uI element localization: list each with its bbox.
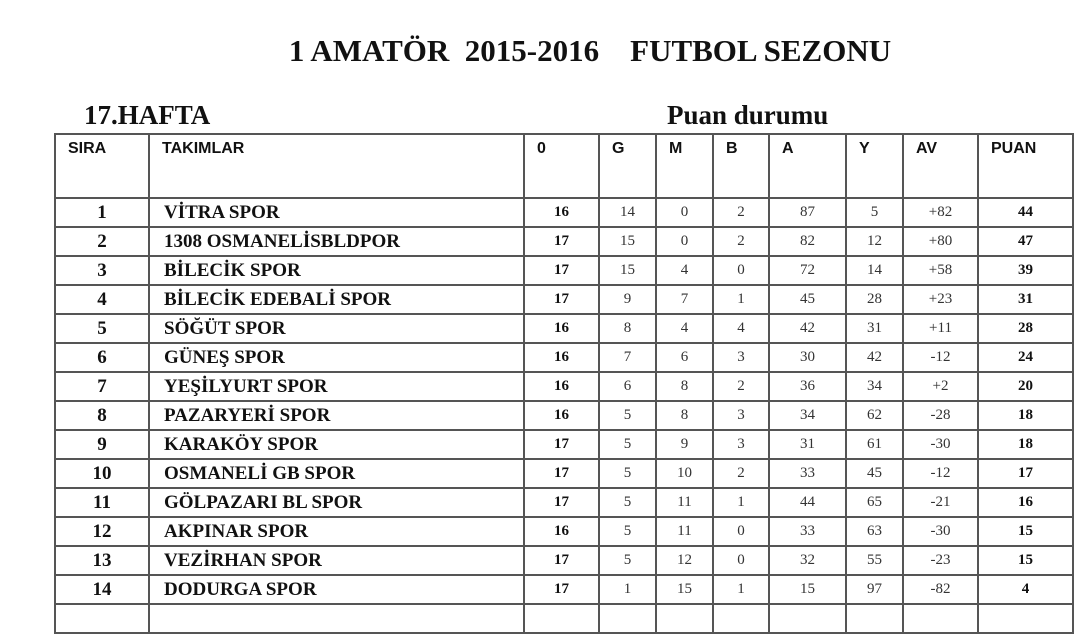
table-row	[55, 430, 1073, 459]
stat-cell: 5	[599, 459, 656, 488]
stat-cell: 15	[769, 575, 846, 604]
stat-cell: 0	[713, 256, 769, 285]
rank-cell: 2	[55, 227, 149, 256]
team-name: GÖLPAZARI BL SPOR	[149, 488, 524, 517]
stat-cell: 17	[524, 488, 599, 517]
stat-cell: 5	[599, 488, 656, 517]
column-header: B	[713, 134, 769, 198]
stat-cell: 17	[524, 546, 599, 575]
stat-cell: 5	[599, 430, 656, 459]
team-name: BİLECİK EDEBALİ SPOR	[149, 285, 524, 314]
stat-cell: 8	[656, 372, 713, 401]
stat-cell: 4	[978, 575, 1073, 604]
stat-cell: -30	[903, 430, 978, 459]
stat-cell: -12	[903, 459, 978, 488]
stat-cell: 15	[978, 546, 1073, 575]
table-row	[55, 198, 1073, 227]
stat-cell: 12	[656, 546, 713, 575]
stat-cell: 11	[656, 517, 713, 546]
rank-cell: 14	[55, 575, 149, 604]
stat-cell: 4	[713, 314, 769, 343]
rank-cell: 9	[55, 430, 149, 459]
stat-cell: 44	[769, 488, 846, 517]
table-row	[55, 372, 1073, 401]
stat-cell: 15	[599, 227, 656, 256]
stat-cell: 15	[656, 575, 713, 604]
rank-cell: 13	[55, 546, 149, 575]
column-header: 0	[524, 134, 599, 198]
stat-cell: 55	[846, 546, 903, 575]
table-row	[55, 488, 1073, 517]
stat-cell: 17	[524, 575, 599, 604]
stat-cell: 3	[713, 430, 769, 459]
stat-cell: 3	[713, 401, 769, 430]
stat-cell: 17	[524, 285, 599, 314]
stat-cell: -28	[903, 401, 978, 430]
stat-cell: 17	[524, 459, 599, 488]
stat-cell: +80	[903, 227, 978, 256]
stat-cell: 1	[713, 488, 769, 517]
stat-cell: 9	[599, 285, 656, 314]
stat-cell: 28	[846, 285, 903, 314]
rank-cell: 12	[55, 517, 149, 546]
stat-cell: -12	[903, 343, 978, 372]
stat-cell: 8	[599, 314, 656, 343]
stat-cell: 15	[599, 256, 656, 285]
stat-cell: 2	[713, 198, 769, 227]
team-name: GÜNEŞ SPOR	[149, 343, 524, 372]
stat-cell: 17	[524, 256, 599, 285]
rank-cell: 6	[55, 343, 149, 372]
table-row	[55, 343, 1073, 372]
stat-cell: 5	[599, 517, 656, 546]
rank-cell: 1	[55, 198, 149, 227]
stat-cell: 44	[978, 198, 1073, 227]
rank-cell: 5	[55, 314, 149, 343]
standings-table	[54, 133, 1074, 634]
stat-cell: 5	[599, 546, 656, 575]
stat-cell: -30	[903, 517, 978, 546]
table-row	[55, 285, 1073, 314]
stat-cell: 36	[769, 372, 846, 401]
stat-cell: 63	[846, 517, 903, 546]
team-name: VİTRA SPOR	[149, 198, 524, 227]
stat-cell: 65	[846, 488, 903, 517]
stat-cell: 15	[978, 517, 1073, 546]
stat-cell: 42	[846, 343, 903, 372]
stat-cell: +11	[903, 314, 978, 343]
stat-cell: 18	[978, 401, 1073, 430]
column-header: Y	[846, 134, 903, 198]
stat-cell: 72	[769, 256, 846, 285]
stat-cell: -82	[903, 575, 978, 604]
stat-cell: 45	[769, 285, 846, 314]
stat-cell: 45	[846, 459, 903, 488]
stat-cell: 97	[846, 575, 903, 604]
table-row	[55, 517, 1073, 546]
stat-cell: -21	[903, 488, 978, 517]
stat-cell: 39	[978, 256, 1073, 285]
stat-cell: 9	[656, 430, 713, 459]
stat-cell: 31	[978, 285, 1073, 314]
stat-cell: 16	[524, 372, 599, 401]
stat-cell: 3	[713, 343, 769, 372]
table-row	[55, 575, 1073, 604]
team-name: KARAKÖY SPOR	[149, 430, 524, 459]
stat-cell: 2	[713, 372, 769, 401]
header-row	[55, 134, 1073, 198]
team-name: SÖĞÜT SPOR	[149, 314, 524, 343]
table-row	[55, 227, 1073, 256]
team-name: YEŞİLYURT SPOR	[149, 372, 524, 401]
team-name: 1308 OSMANELİSBLDPOR	[149, 227, 524, 256]
stat-cell: 34	[846, 372, 903, 401]
week-label: 17.HAFTA	[84, 100, 211, 130]
table-row	[55, 401, 1073, 430]
table-row	[55, 546, 1073, 575]
table-row	[55, 256, 1073, 285]
stat-cell: 16	[524, 198, 599, 227]
stat-cell: 16	[524, 517, 599, 546]
stat-cell: +23	[903, 285, 978, 314]
stat-cell: 6	[656, 343, 713, 372]
stat-cell: 42	[769, 314, 846, 343]
rank-cell: 3	[55, 256, 149, 285]
stat-cell: 6	[599, 372, 656, 401]
rank-cell: 7	[55, 372, 149, 401]
stat-cell: 34	[769, 401, 846, 430]
stat-cell: +2	[903, 372, 978, 401]
stat-cell: 7	[656, 285, 713, 314]
stat-cell: 16	[524, 401, 599, 430]
stat-cell: 4	[656, 314, 713, 343]
stat-cell: 16	[524, 314, 599, 343]
stat-cell: 5	[846, 198, 903, 227]
column-header: SIRA	[55, 134, 149, 198]
team-name: BİLECİK SPOR	[149, 256, 524, 285]
stat-cell: 17	[978, 459, 1073, 488]
stat-cell: 30	[769, 343, 846, 372]
column-header: A	[769, 134, 846, 198]
table-row	[55, 314, 1073, 343]
stat-cell: -23	[903, 546, 978, 575]
table-row	[55, 459, 1073, 488]
stat-cell: 20	[978, 372, 1073, 401]
column-header: PUAN	[978, 134, 1073, 198]
column-header: G	[599, 134, 656, 198]
stat-cell: 16	[524, 343, 599, 372]
stat-cell: 1	[713, 575, 769, 604]
stat-cell: 47	[978, 227, 1073, 256]
standings-subtitle: Puan durumu	[667, 100, 829, 130]
stat-cell: 7	[599, 343, 656, 372]
stat-cell: 2	[713, 459, 769, 488]
rank-cell: 8	[55, 401, 149, 430]
document-title: 1 AMATÖR 2015-2016 FUTBOL SEZONU	[288, 33, 892, 68]
rank-cell: 10	[55, 459, 149, 488]
stat-cell: +58	[903, 256, 978, 285]
rank-cell: 11	[55, 488, 149, 517]
stat-cell: 16	[978, 488, 1073, 517]
team-name: DODURGA SPOR	[149, 575, 524, 604]
stat-cell: 4	[656, 256, 713, 285]
stat-cell: 10	[656, 459, 713, 488]
stat-cell: 1	[713, 285, 769, 314]
stat-cell: 0	[656, 227, 713, 256]
stat-cell: 14	[599, 198, 656, 227]
stat-cell: 24	[978, 343, 1073, 372]
stat-cell: 31	[846, 314, 903, 343]
stat-cell: 1	[599, 575, 656, 604]
stat-cell: 33	[769, 517, 846, 546]
stat-cell: 0	[656, 198, 713, 227]
stat-cell: 61	[846, 430, 903, 459]
stat-cell: 33	[769, 459, 846, 488]
team-name: AKPINAR SPOR	[149, 517, 524, 546]
stat-cell: 87	[769, 198, 846, 227]
stat-cell: 17	[524, 227, 599, 256]
stat-cell: 12	[846, 227, 903, 256]
stat-cell: 31	[769, 430, 846, 459]
stat-cell: 28	[978, 314, 1073, 343]
column-header: TAKIMLAR	[149, 134, 524, 198]
team-name: PAZARYERİ SPOR	[149, 401, 524, 430]
team-name: OSMANELİ GB SPOR	[149, 459, 524, 488]
stat-cell: 82	[769, 227, 846, 256]
stat-cell: 11	[656, 488, 713, 517]
stat-cell: 2	[713, 227, 769, 256]
stat-cell: 5	[599, 401, 656, 430]
stat-cell: 32	[769, 546, 846, 575]
rank-cell: 4	[55, 285, 149, 314]
stat-cell: 18	[978, 430, 1073, 459]
stat-cell: 17	[524, 430, 599, 459]
stat-cell: +82	[903, 198, 978, 227]
stat-cell: 8	[656, 401, 713, 430]
team-name: VEZİRHAN SPOR	[149, 546, 524, 575]
stat-cell: 0	[713, 517, 769, 546]
stat-cell: 0	[713, 546, 769, 575]
stat-cell: 62	[846, 401, 903, 430]
column-header: M	[656, 134, 713, 198]
stat-cell: 14	[846, 256, 903, 285]
column-header: AV	[903, 134, 978, 198]
